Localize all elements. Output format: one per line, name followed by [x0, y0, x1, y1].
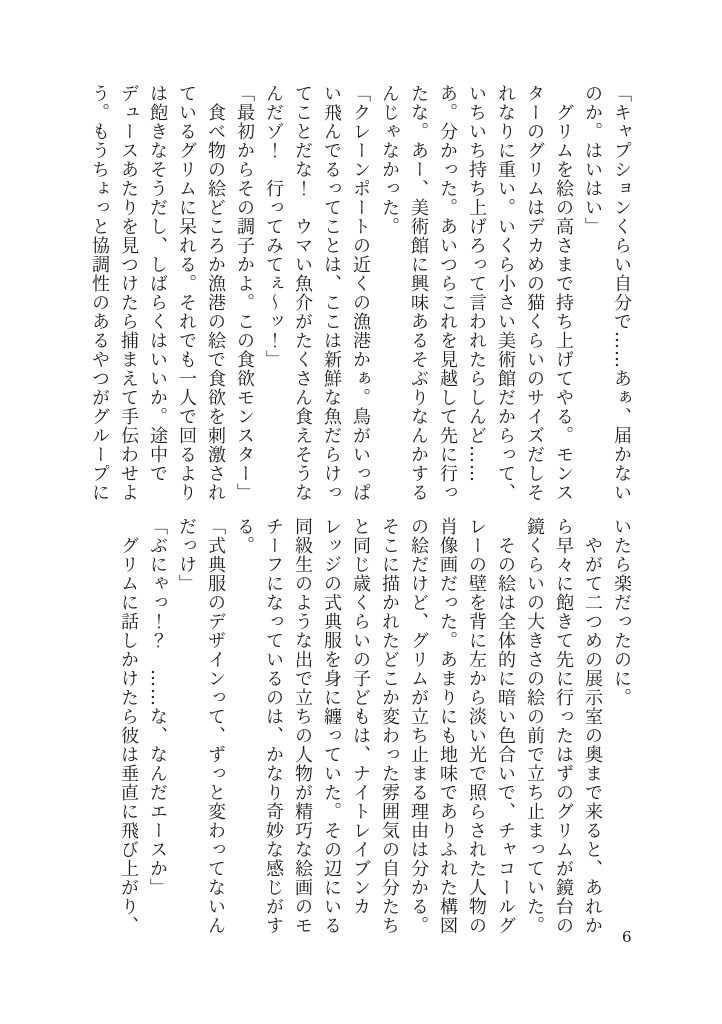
paragraph-dialogue: 「キャプションくらい自分で……あぁ、届かないのか。はいはい」 [582, 84, 632, 502]
lower-text-block [80, 517, 636, 937]
paragraph-dialogue: 「ぶにゃっ！？ ……な、なんだエースか」 [147, 517, 168, 897]
page-number: 6 [622, 928, 632, 946]
paragraph-narrative: グリムに話しかけたら彼は垂直に飛び上がり、 [118, 517, 139, 935]
paragraph-narrative: 食べ物の絵どころか漁港の絵で食欲を刺激されているグリムに呆れる。それでも一人で回るよりは飽きなそうだし、しばらくはいいか。途中でデュースあたりを見つけたら捕まえて手伝わせよう。もうちょっと協調性のあるやつがグループに [89, 84, 226, 502]
paragraph-dialogue: 「最初からその調子かよ。この食欲モンスター」 [234, 84, 255, 502]
paragraph-dialogue: 「式典服のデザインって、ずっと変わってないんだっけ」 [176, 517, 226, 935]
paragraph-continuation: いたら楽だったのに。 [611, 517, 632, 707]
upper-text-block [80, 84, 636, 504]
paragraph-narrative: グリムを絵の高さまで持ち上げてやる。モンスターのグリムはデカめの猫くらいのサイズだしそれなりに重い。いくら小さい美術館だからって、いちいち持ち上げろって言われたらしんど……あ。分かった。あいつらこれを見越して先に行ったな。あー、美術館に興味あるそぶりなんかするんじゃなかった。 [379, 84, 574, 502]
paragraph-narrative: その絵は全体的に暗い色合いで、チャコールグレーの壁を背に左から淡い光で照らされた人物の肖像画だった。あまりにも地味でありふれた構図の絵だけど、グリムが立ち止まる理由は分かる。そこに描かれたどこか変わった雰囲気の自分たちと同じ歳くらいの子どもは、ナイトレイブンカレッジの式典服を身に纏っていた。その辺にいる同級生のような出で立ちの人物が精巧な絵画のモチーフになっているのは、かなり奇妙な感じがする。 [234, 517, 516, 935]
paragraph-dialogue: 「クレーンポートの近くの漁港かぁ。鳥がいっぱい飛んでるってことは、ここは新鮮な魚だらけってことだな！ ウマい魚介がたくさん食えそうなんだゾ！ 行ってみてぇ～ッ！」 [263, 84, 371, 502]
paragraph-narrative: やがて二つめの展示室の奥まで来ると、あれから早々に飽きて先に行ったはずのグリムが鏡台の鏡くらいの大きさの絵の前で立ち止まっていた。 [524, 517, 603, 935]
